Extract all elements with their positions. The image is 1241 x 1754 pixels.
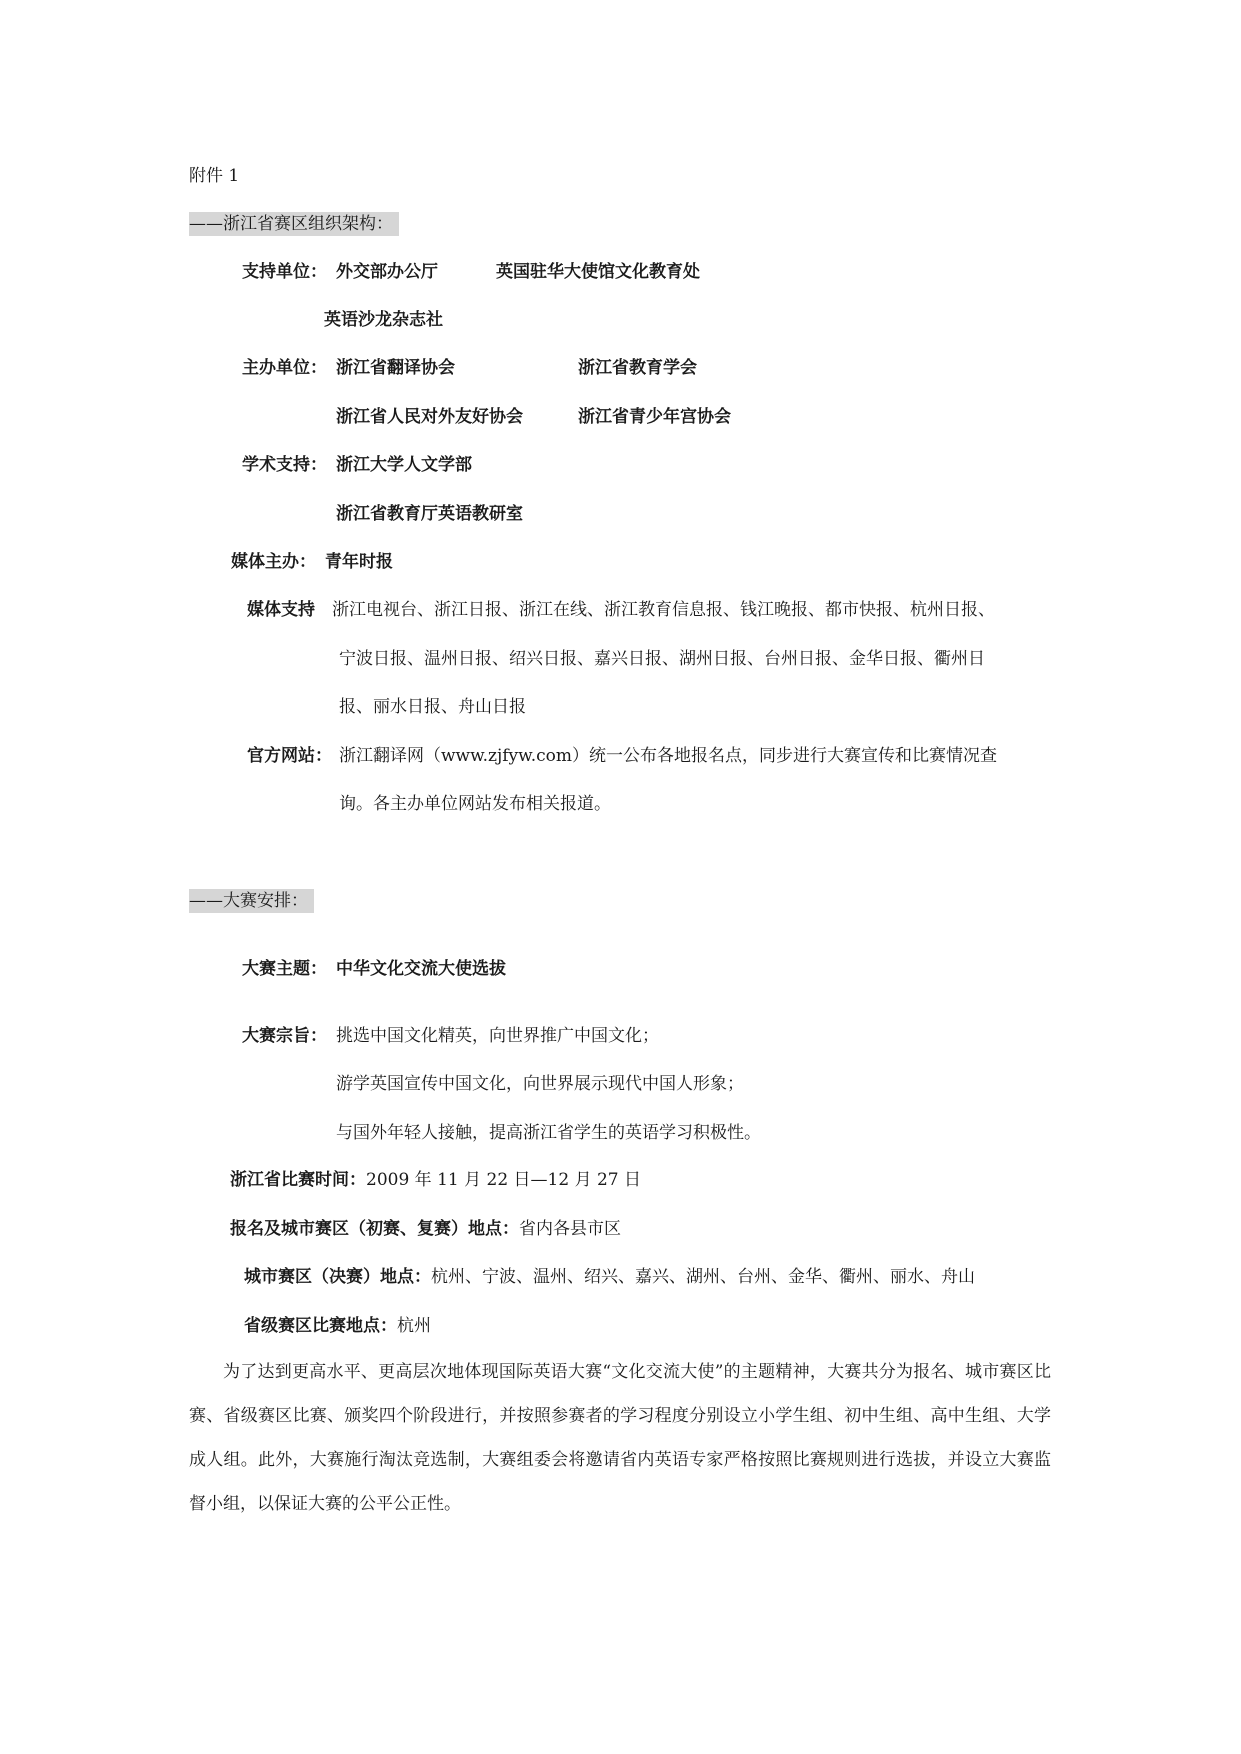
contest-description-paragraph: 为了达到更高水平、更高层次地体现国际英语大赛“文化交流大使”的主题精神，大赛共分为报名、城市赛区比赛、省级赛区比赛、颁奖四个阶段进行，并按照参赛者的学习程度分别设立小学生组、初中生组、高中生组、大学成人组。此外，大赛施行淘汰竞选制，大赛组委会将邀请省内英语专家严格按照比赛规则进行选拔，并设立大赛监督小组，以保证大赛的公平公正性。 [189, 1362, 1051, 1514]
media-support-label: 媒体支持 [247, 600, 315, 620]
media-support-line: 浙江电视台、浙江日报、浙江在线、浙江教育信息报、钱江晚报、都市快报、杭州日报、 [332, 600, 995, 620]
contest-purpose-line: 与国外年轻人接触，提高浙江省学生的英语学习积极性。 [336, 1123, 761, 1143]
academic-unit: 浙江省教育厅英语教研室 [336, 504, 523, 524]
org-structure-heading: ——浙江省赛区组织架构： [189, 212, 399, 236]
academic-support-label: 学术支持： [242, 455, 327, 475]
media-host-value: 青年时报 [325, 552, 393, 572]
media-support-line: 宁波日报、温州日报、绍兴日报、嘉兴日报、湖州日报、台州日报、金华日报、衢州日 [339, 649, 985, 669]
support-units-label: 支持单位： [242, 262, 327, 282]
host-unit: 浙江省人民对外友好协会 [336, 407, 523, 427]
support-unit: 外交部办公厅 [336, 262, 438, 282]
host-unit: 浙江省教育学会 [578, 358, 697, 378]
provincial-location-label: 省级赛区比赛地点： [244, 1316, 397, 1336]
official-website-line: 浙江翻译网（www.zjfyw.com）统一公布各地报名点，同步进行大赛宣传和比赛情况查 [339, 746, 997, 766]
provincial-time-label: 浙江省比赛时间： [230, 1170, 366, 1190]
city-final-location-row [244, 1265, 975, 1289]
contest-arrangement-heading: ——大赛安排： [189, 889, 314, 913]
city-final-location-value: 杭州、宁波、温州、绍兴、嘉兴、湖州、台州、金华、衢州、丽水、舟山 [431, 1267, 975, 1287]
contest-theme-label: 大赛主题： [242, 959, 327, 979]
contest-purpose-line: 游学英国宣传中国文化，向世界展示现代中国人形象； [336, 1074, 744, 1094]
registration-location-value: 省内各县市区 [519, 1219, 621, 1239]
media-support-line: 报、丽水日报、舟山日报 [339, 697, 526, 717]
academic-unit: 浙江大学人文学部 [336, 455, 472, 475]
contest-theme-value: 中华文化交流大使选拔 [336, 959, 506, 979]
support-unit: 英国驻华大使馆文化教育处 [496, 262, 700, 282]
support-unit: 英语沙龙杂志社 [324, 310, 443, 330]
attachment-label: 附件 1 [189, 166, 240, 186]
host-unit: 浙江省翻译协会 [336, 358, 455, 378]
contest-purpose-label: 大赛宗旨： [242, 1026, 327, 1046]
provincial-time-row [230, 1168, 641, 1192]
provincial-location-value: 杭州 [397, 1316, 431, 1336]
contest-purpose-line: 挑选中国文化精英，向世界推广中国文化； [336, 1026, 659, 1046]
host-unit: 浙江省青少年宫协会 [578, 407, 731, 427]
registration-location-row [230, 1217, 621, 1241]
provincial-location-row [244, 1314, 431, 1338]
official-website-label: 官方网站： [247, 746, 332, 766]
host-units-label: 主办单位： [242, 358, 327, 378]
official-website-line: 询。各主办单位网站发布相关报道。 [339, 794, 611, 814]
city-final-location-label: 城市赛区（决赛）地点： [244, 1267, 431, 1287]
registration-location-label: 报名及城市赛区（初赛、复赛）地点： [230, 1219, 519, 1239]
media-host-label: 媒体主办： [231, 552, 316, 572]
provincial-time-value: 2009 年 11 月 22 日—12 月 27 日 [366, 1170, 642, 1190]
